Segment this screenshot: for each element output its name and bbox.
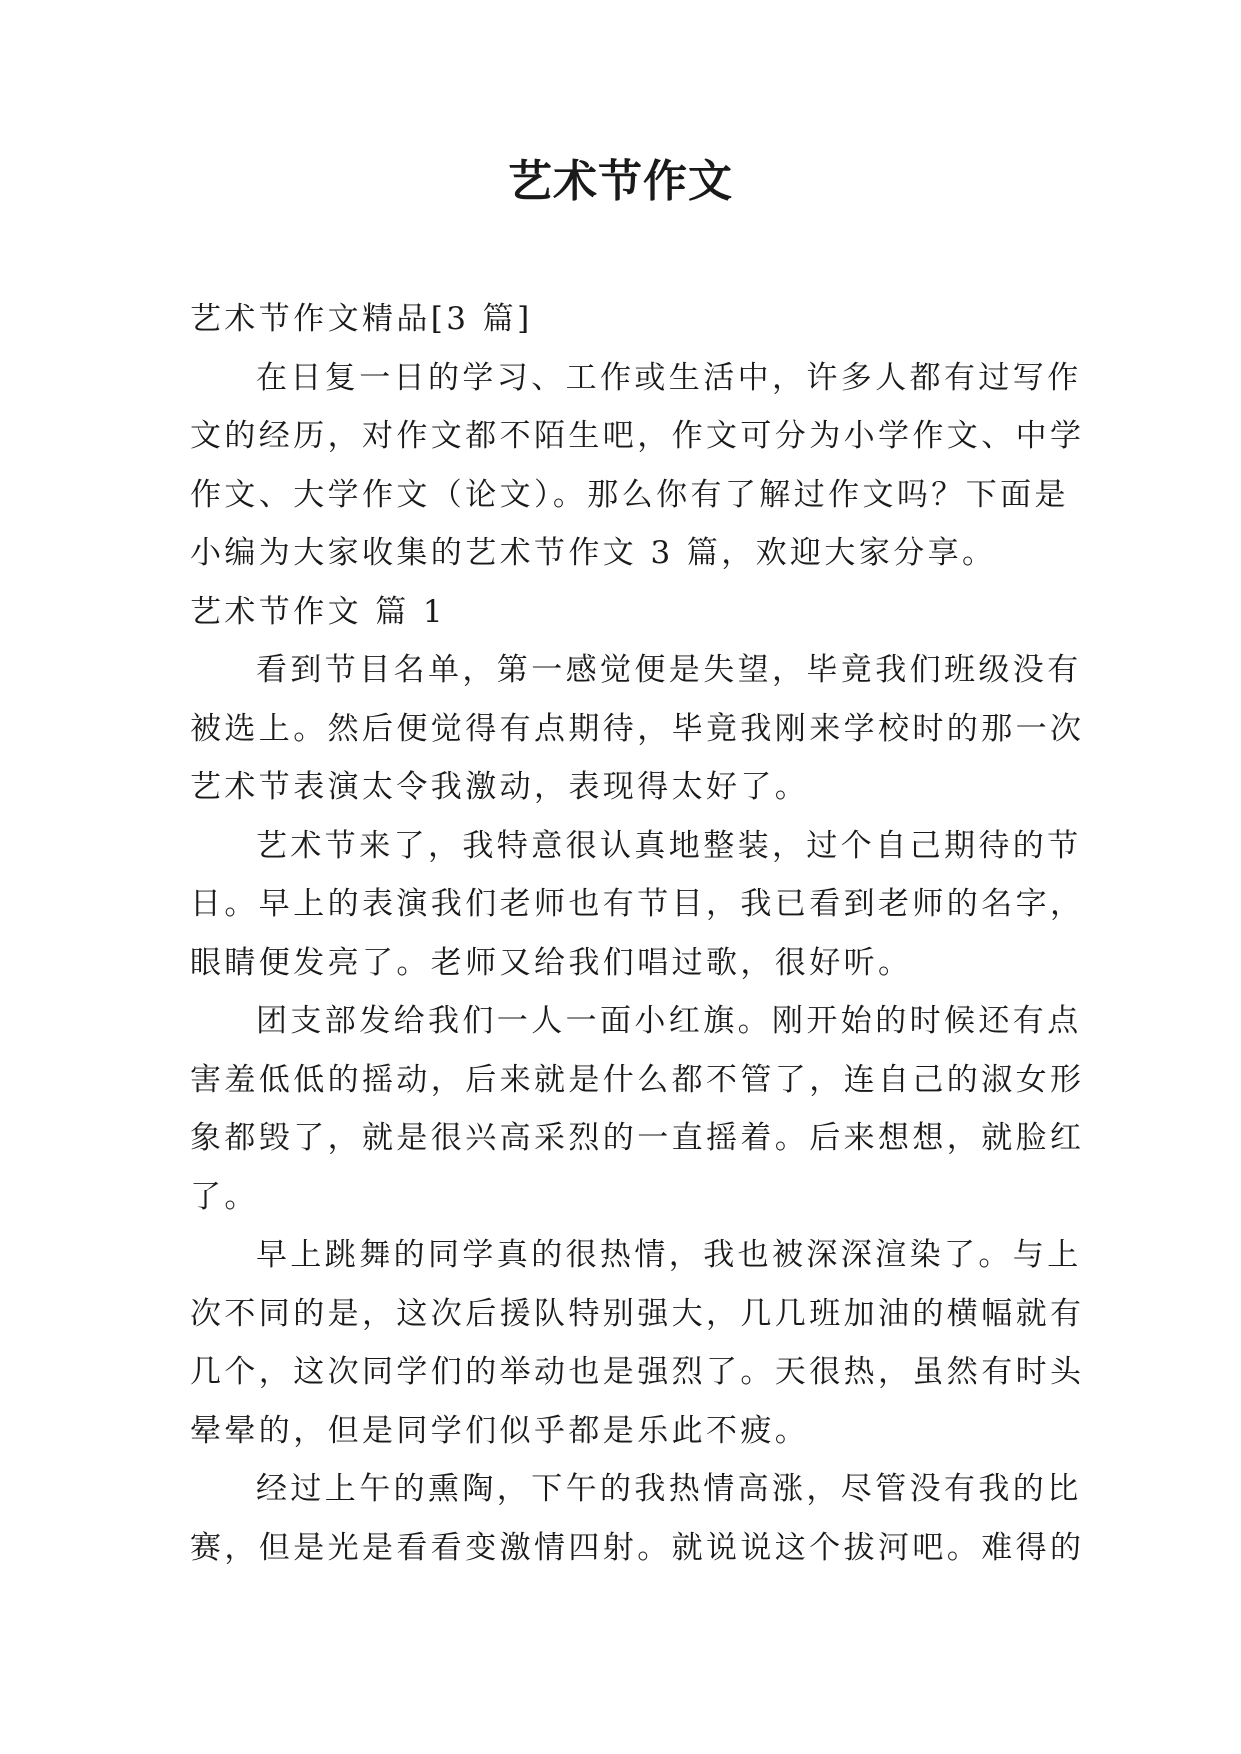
text-line: 日。早上的表演我们老师也有节目，我已看到老师的名字， bbox=[190, 886, 1085, 922]
paragraph-first-line: 团支部发给我们一人一面小红旗。刚开始的时候还有点 bbox=[256, 1003, 1082, 1039]
paragraph-first-line: 在日复一日的学习、工作或生活中，许多人都有过写作 bbox=[256, 359, 1082, 396]
text-line: 小编为大家收集的艺术节作文 3 篇，欢迎大家分享。 bbox=[190, 535, 997, 571]
text-line: 晕晕的，但是同学们似乎都是乐此不疲。 bbox=[190, 1412, 810, 1449]
text-line: 象都毁了，就是很兴高采烈的一直摇着。后来想想，就脸红 bbox=[190, 1120, 1085, 1156]
text-line: 艺术节表演太令我激动，表现得太好了。 bbox=[190, 769, 810, 805]
text-line: 艺术节作文 篇 1 bbox=[190, 593, 447, 630]
paragraph-first-line: 早上跳舞的同学真的很热情，我也被深深渲染了。与上 bbox=[256, 1237, 1082, 1273]
document-title: 艺术节作文 bbox=[508, 156, 733, 207]
text-line: 次不同的是，这次后援队特别强大，几几班加油的横幅就有 bbox=[190, 1295, 1085, 1332]
paragraph-first-line: 艺术节来了，我特意很认真地整装，过个自己期待的节 bbox=[256, 827, 1082, 864]
text-line: 了。 bbox=[190, 1178, 259, 1215]
text-line: 作文、大学作文（论文）。那么你有了解过作文吗？下面是 bbox=[190, 476, 1069, 513]
paragraph-first-line: 看到节目名单，第一感觉便是失望，毕竟我们班级没有 bbox=[256, 652, 1082, 688]
text-line: 赛，但是光是看看变激情四射。就说说这个拔河吧。难得的 bbox=[190, 1529, 1085, 1566]
text-line: 几个，这次同学们的举动也是强烈了。天很热，虽然有时头 bbox=[190, 1354, 1085, 1390]
paragraph-first-line: 经过上午的熏陶，下午的我热情高涨，尽管没有我的比 bbox=[256, 1471, 1082, 1507]
text-line: 眼睛便发亮了。老师又给我们唱过歌，很好听。 bbox=[190, 944, 913, 981]
text-line: 文的经历，对作文都不陌生吧，作文可分为小学作文、中学 bbox=[190, 418, 1085, 454]
text-line: 艺术节作文精品[3 篇] bbox=[190, 301, 533, 337]
text-line: 害羞低低的摇动，后来就是什么都不管了，连自己的淑女形 bbox=[190, 1061, 1085, 1098]
document-body bbox=[190, 290, 1085, 1577]
text-line: 被选上。然后便觉得有点期待，毕竟我刚来学校时的那一次 bbox=[190, 710, 1085, 747]
